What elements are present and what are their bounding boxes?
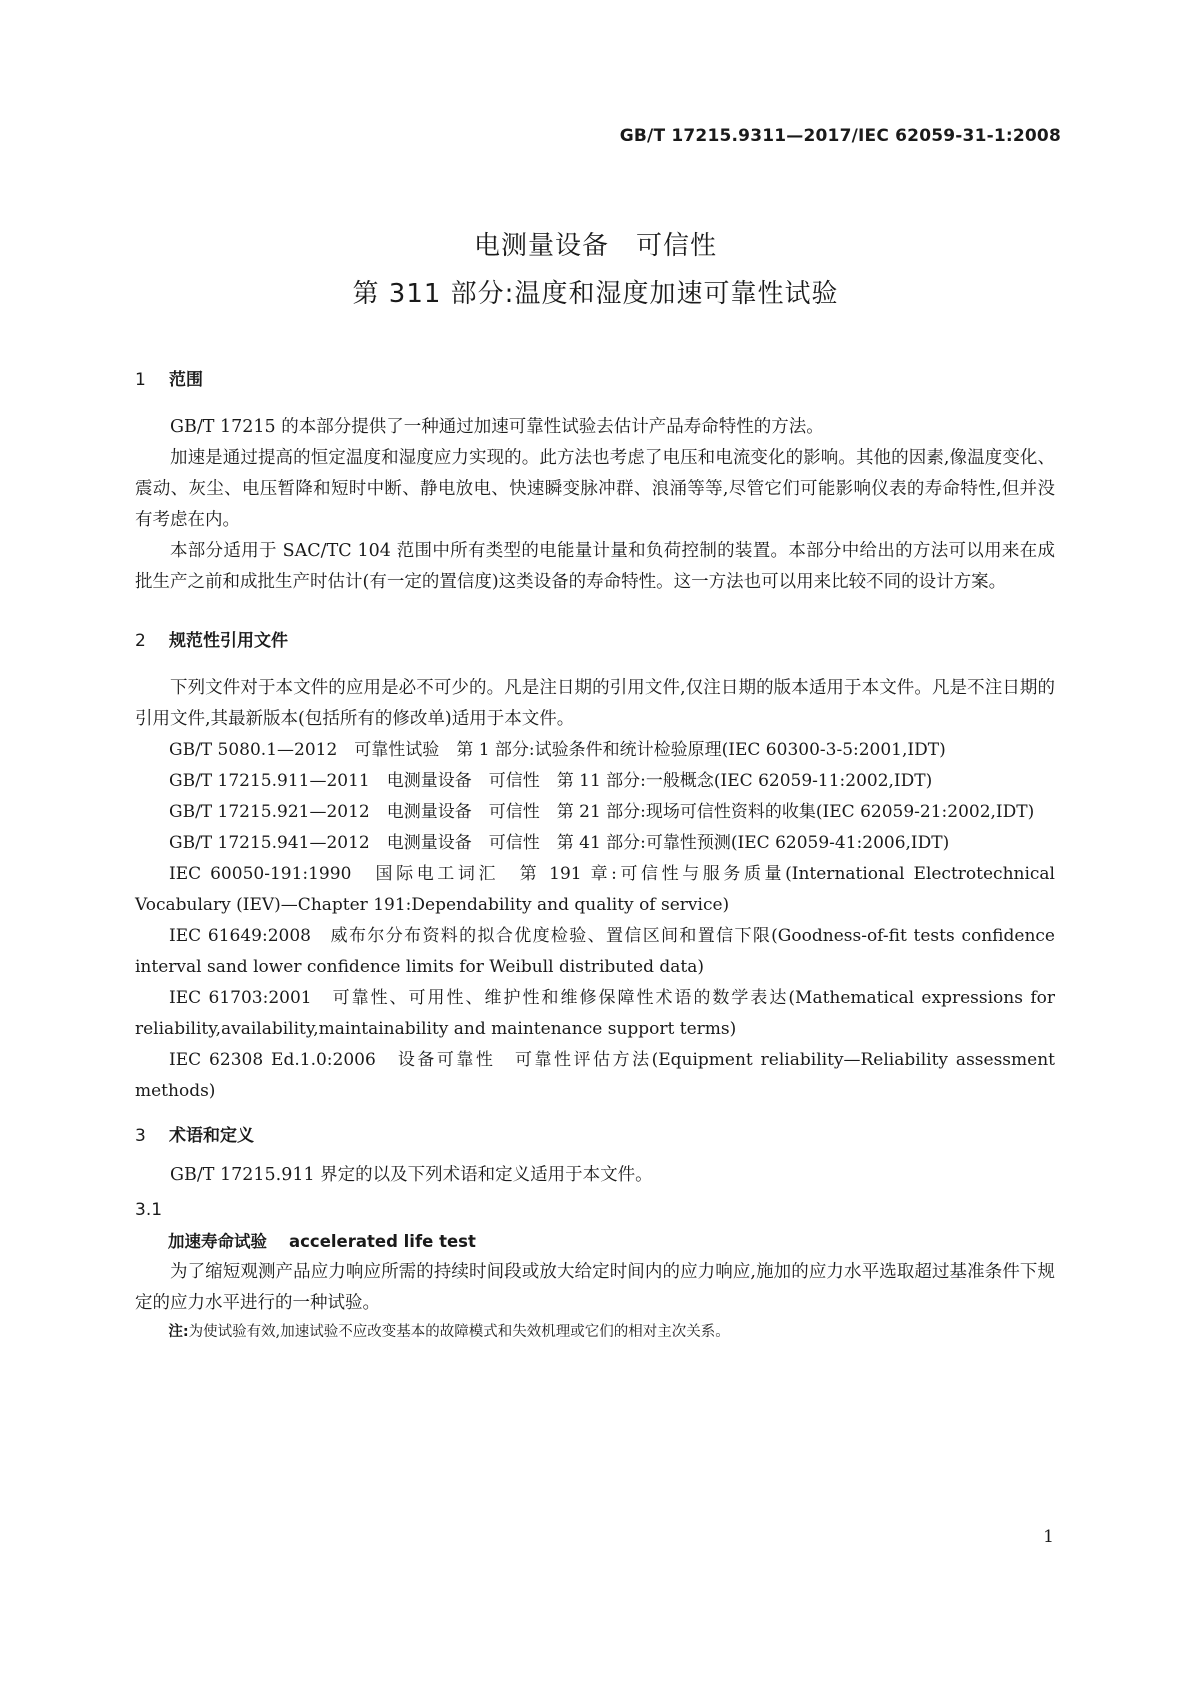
title-line-1: 电测量设备 可信性 [473,231,717,261]
title-line-2: 第 311 部分:温度和湿度加速可靠性试验 [352,279,839,309]
section-number: 1 [135,370,146,390]
paragraph: GB/T 17215 的本部分提供了一种通过加速可靠性试验去估计产品寿命特性的方法。 [170,417,824,437]
reference-item: GB/T 17215.941—2012 电测量设备 可信性 第 41 部分:可靠性预测(IEC 62059-41:2006,IDT) [169,833,950,853]
page-number: 1 [1043,1527,1054,1547]
term-definition: 为了缩短观测产品应力响应所需的持续时间段或放大给定时间内的应力响应,施加的应力水平选取超过基准条件下规定的应力水平进行的一种试验。 [135,1262,1055,1313]
section-2-heading [135,626,1055,651]
reference-item: IEC 62308 Ed.1.0:2006 设备可靠性 可靠性评估方法(Equipment reliability—Reliability assessment methods) [135,1050,1055,1101]
reference-item: IEC 61703:2001 可靠性、可用性、维护性和维修保障性术语的数学表达(Mathematical expressions for reliability,availability,maintainability and maintenance support terms) [135,988,1055,1039]
section-title: 规范性引用文件 [169,631,288,651]
section-3-heading [135,1121,1055,1146]
paragraph: 下列文件对于本文件的应用是必不可少的。凡是注日期的引用文件,仅注日期的版本适用于本文件。凡是不注日期的引用文件,其最新版本(包括所有的修改单)适用于本文件。 [135,678,1055,729]
note-text: 为使试验有效,加速试验不应改变基本的故障模式和失效机理或它们的相对主次关系。 [188,1324,730,1340]
paragraph: 本部分适用于 SAC/TC 104 范围中所有类型的电能量计量和负荷控制的装置。本部分中给出的方法可以用来在成批生产之前和成批生产时估计(有一定的置信度)这类设备的寿命特性。这一方法也可以用来比较不同的设计方案。 [135,541,1055,592]
reference-item: GB/T 17215.921—2012 电测量设备 可信性 第 21 部分:现场可信性资料的收集(IEC 62059-21:2002,IDT) [169,802,1035,822]
standard-number: GB/T 17215.9311—2017/IEC 62059-31-1:2008 [619,126,1061,146]
reference-item: IEC 60050-191:1990 国际电工词汇 第 191 章:可信性与服务质量(International Electrotechnical Vocabulary (IEV)—Chapter 191:Dependability and quality of service) [135,864,1055,915]
document-body [135,365,1055,1345]
section-title: 范围 [169,370,203,390]
note-label: 注: [168,1324,189,1340]
section-number: 3 [135,1126,146,1146]
term-english: accelerated life test [289,1232,476,1251]
section-number: 2 [135,631,146,651]
reference-item: GB/T 5080.1—2012 可靠性试验 第 1 部分:试验条件和统计检验原理(IEC 60300-3-5:2001,IDT) [169,740,946,760]
reference-item: IEC 61649:2008 威布尔分布资料的拟合优度检验、置信区间和置信下限(Goodness-of-fit tests confidence interval sand lower confidence limits for Weibull distributed data) [135,926,1055,977]
section-title: 术语和定义 [169,1126,254,1146]
reference-item: GB/T 17215.911—2011 电测量设备 可信性 第 11 部分:一般概念(IEC 62059-11:2002,IDT) [169,771,933,791]
subsection-number: 3.1 [135,1200,163,1220]
paragraph: GB/T 17215.911 界定的以及下列术语和定义适用于本文件。 [170,1165,653,1185]
note [135,1319,1055,1345]
section-1-heading [135,365,1055,390]
document-title [0,222,1191,318]
term-chinese: 加速寿命试验 [168,1232,267,1251]
term-entry [135,1227,1055,1257]
paragraph: 加速是通过提高的恒定温度和湿度应力实现的。此方法也考虑了电压和电流变化的影响。其他的因素,像温度变化、震动、灰尘、电压暂降和短时中断、静电放电、快速瞬变脉冲群、浪涌等等,尽管它们可能影响仪表的寿命特性,但并没有考虑在内。 [135,448,1055,530]
